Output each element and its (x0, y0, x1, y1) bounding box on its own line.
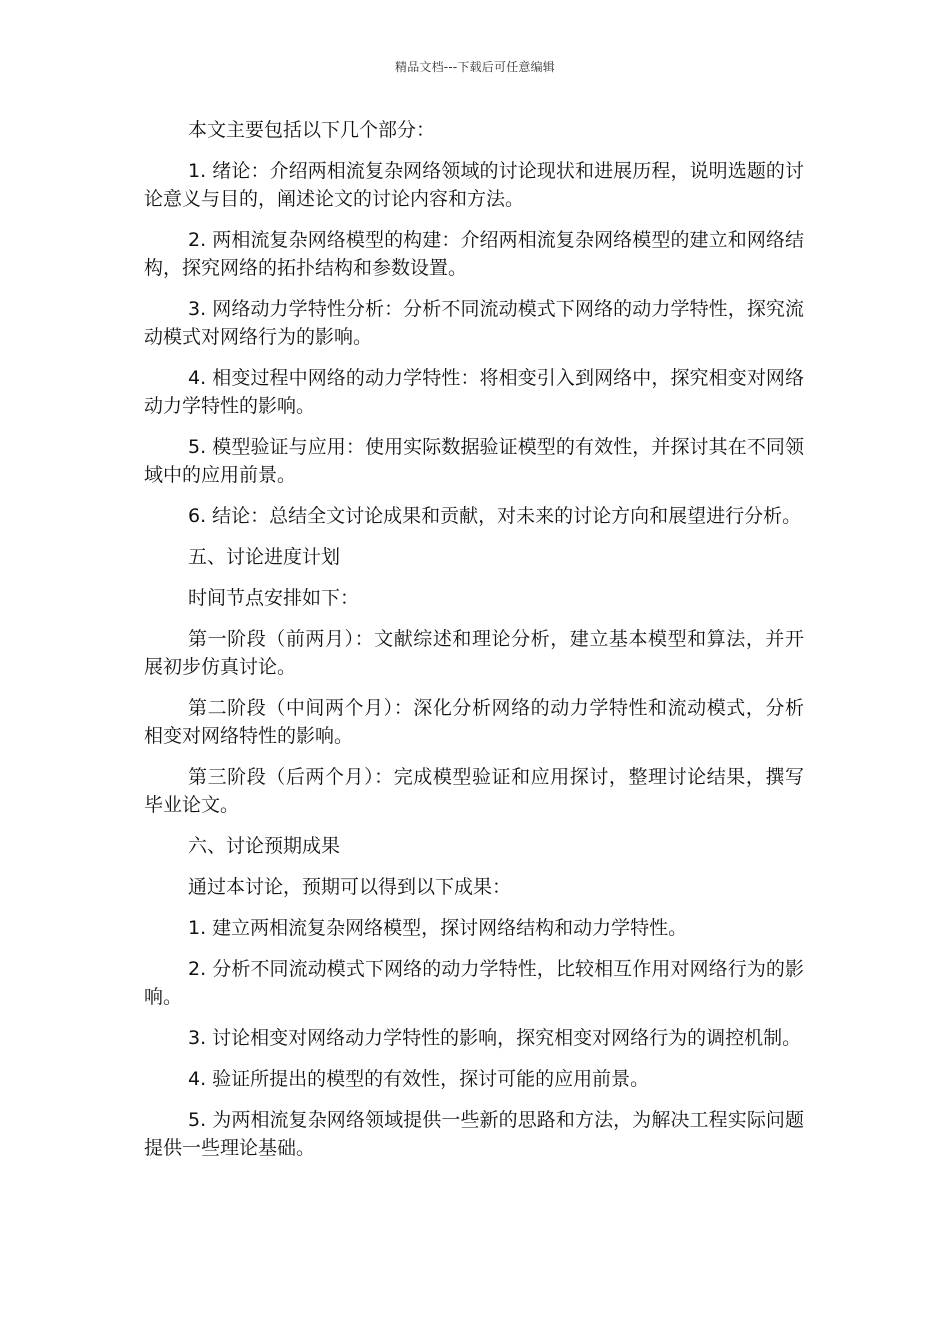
page-header: 精品文档---下载后可任意编辑 (395, 60, 555, 74)
outcome-item-2: 2. 分析不同流动模式下网络的动力学特性，比较相互作用对网络行为的影响。 (144, 958, 804, 1008)
schedule-intro: 时间节点安排如下： (188, 587, 360, 609)
outcome-item-5: 5. 为两相流复杂网络领域提供一些新的思路和方法，为解决工程实际问题提供一些理论基础。 (144, 1109, 804, 1159)
list-item-introduction: 1. 绪论：介绍两相流复杂网络领域的讨论现状和进展历程，说明选题的讨论意义与目的，阐述论文的讨论内容和方法。 (144, 160, 804, 210)
section-heading-outcomes: 六、讨论预期成果 (188, 835, 341, 857)
intro-paragraph: 本文主要包括以下几个部分： (188, 119, 436, 141)
schedule-phase-2: 第二阶段（中间两个月）：深化分析网络的动力学特性和流动模式，分析相变对网络特性的影响。 (144, 697, 804, 747)
outcomes-intro: 通过本讨论，预期可以得到以下成果： (188, 876, 512, 898)
list-item-phase-change: 4. 相变过程中网络的动力学特性：将相变引入到网络中，探究相变对网络动力学特性的影响。 (144, 367, 804, 417)
list-item-conclusion: 6. 结论：总结全文讨论成果和贡献，对未来的讨论方向和展望进行分析。 (188, 505, 802, 527)
outcome-item-3: 3. 讨论相变对网络动力学特性的影响，探究相变对网络行为的调控机制。 (188, 1027, 802, 1049)
section-heading-schedule: 五、讨论进度计划 (188, 546, 341, 568)
outcome-item-4: 4. 验证所提出的模型的有效性，探讨可能的应用前景。 (188, 1068, 650, 1090)
list-item-model-construction: 2. 两相流复杂网络模型的构建：介绍两相流复杂网络模型的建立和网络结构，探究网络的拓扑结构和参数设置。 (144, 229, 804, 279)
list-item-validation: 5. 模型验证与应用：使用实际数据验证模型的有效性，并探讨其在不同领域中的应用前景。 (144, 436, 804, 486)
list-item-dynamics-analysis: 3. 网络动力学特性分析：分析不同流动模式下网络的动力学特性，探究流动模式对网络行为的影响。 (144, 298, 804, 348)
schedule-phase-3: 第三阶段（后两个月）：完成模型验证和应用探讨，整理讨论结果，撰写毕业论文。 (144, 766, 804, 816)
outcome-item-1: 1. 建立两相流复杂网络模型，探讨网络结构和动力学特性。 (188, 917, 688, 939)
document-body (144, 116, 804, 1175)
schedule-phase-1: 第一阶段（前两月）：文献综述和理论分析，建立基本模型和算法，并开展初步仿真讨论。 (144, 628, 804, 678)
